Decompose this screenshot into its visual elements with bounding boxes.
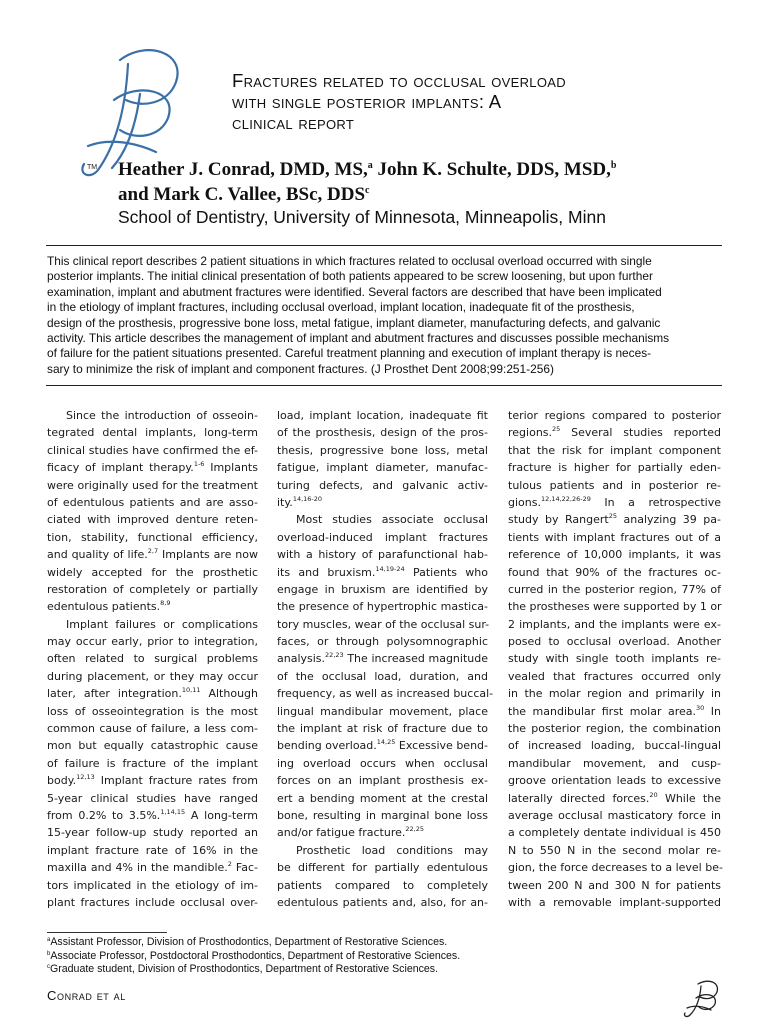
body-text-line bbox=[47, 685, 258, 702]
text-run: gion, the force decreases to a level be- bbox=[508, 861, 723, 875]
body-text-line bbox=[508, 894, 721, 911]
text-run: were originally used for the treatment bbox=[47, 478, 258, 492]
body-text-line bbox=[47, 755, 258, 772]
footnote-marker: a bbox=[47, 937, 51, 943]
text-run: ert a bending moment at the crestal bbox=[277, 791, 488, 805]
text-run: patients compared to completely bbox=[277, 878, 488, 892]
body-text-line bbox=[508, 859, 721, 876]
text-run: its and bruxism. bbox=[277, 565, 376, 579]
text-run: in the molar region and primarily in bbox=[508, 687, 721, 701]
text-run: the presence of hypertrophic mastica- bbox=[277, 600, 488, 614]
text-run: clinical studies have confirmed the ef- bbox=[47, 443, 258, 457]
text-run: gions. bbox=[508, 495, 541, 509]
title-line: Fractures related to occlusal overload bbox=[232, 70, 566, 91]
body-text-line bbox=[277, 824, 488, 841]
text-run: engage in bruxism are identified by bbox=[277, 582, 488, 596]
body-text-line bbox=[508, 703, 721, 720]
body-text-line bbox=[508, 616, 721, 633]
body-text-line bbox=[47, 737, 258, 754]
body-text-line bbox=[508, 564, 721, 581]
citation-superscript: 8,9 bbox=[160, 599, 171, 608]
body-text-line bbox=[47, 894, 258, 911]
text-run: terior regions compared to posterior bbox=[508, 409, 721, 422]
body-text-line bbox=[47, 598, 258, 615]
body-text-line bbox=[277, 442, 488, 459]
body-text-line bbox=[277, 685, 494, 702]
text-run: Implants are now bbox=[158, 548, 258, 562]
body-text-line bbox=[47, 581, 258, 598]
abstract-line: activity. This article describes the management of implant and abutment fractures and discusses possible mechanisms bbox=[47, 331, 670, 346]
citation-superscript: 14,16-20 bbox=[292, 494, 323, 503]
text-run: While the bbox=[657, 791, 721, 805]
footnote-text: Graduate student, Division of Prosthodontics, Department of Restorative Sciences. bbox=[50, 963, 439, 976]
author-name: and Mark C. Vallee, BSc, DDS bbox=[118, 184, 366, 205]
text-run: that the risk for implant component bbox=[508, 443, 721, 457]
text-run: body. bbox=[47, 774, 77, 788]
text-run: common cause of failure, a less com- bbox=[47, 722, 258, 736]
text-run: Implants bbox=[204, 461, 258, 475]
body-text-line bbox=[277, 546, 488, 563]
body-text-line bbox=[277, 459, 488, 476]
text-run: edentulous patients. bbox=[47, 600, 161, 614]
body-text-line bbox=[47, 824, 258, 841]
text-run: ing overload occurs when occlusal bbox=[277, 756, 488, 770]
body-text-line bbox=[277, 407, 488, 424]
text-run: tion, stability, functional efficiency, bbox=[47, 530, 258, 544]
text-run: A long-term bbox=[185, 808, 258, 822]
body-text-line bbox=[47, 703, 258, 720]
text-run: Although bbox=[200, 687, 258, 701]
text-run: tors implicated in the etiology of im- bbox=[47, 878, 258, 892]
abstract-line: posterior implants. The initial clinical presentation of both patients appeared to be screw loosening, but upon further bbox=[47, 269, 653, 284]
text-run: tegrated dental implants, long-term bbox=[47, 426, 258, 440]
text-run: of increased loading, buccal-lingual bbox=[508, 739, 721, 753]
text-run: In a retrospective bbox=[590, 495, 721, 509]
body-text-line bbox=[508, 581, 721, 598]
body-text-line bbox=[47, 668, 258, 685]
body-text-line bbox=[277, 616, 488, 633]
text-run: of failure is fracture of the implant bbox=[47, 756, 258, 770]
body-text-line bbox=[277, 668, 488, 685]
body-text-line bbox=[277, 703, 488, 720]
body-text-line bbox=[47, 442, 258, 459]
text-run: later, after integration. bbox=[47, 687, 182, 701]
text-run: of the occlusal load, duration, and bbox=[277, 669, 488, 683]
text-run: 5-year clinical studies have ranged bbox=[47, 791, 258, 805]
body-text-line bbox=[47, 720, 258, 737]
text-run: a completely dentate individual is 450 bbox=[508, 826, 721, 840]
body-text-line bbox=[508, 824, 721, 841]
abstract-line: design of the prosthesis, progressive bone loss, metal fatigue, implant diameter, manufacturing defects, and galvanic bbox=[47, 315, 661, 330]
body-text-line bbox=[508, 720, 721, 737]
author-name: John K. Schulte, DDS, MSD, bbox=[372, 159, 611, 180]
citation-superscript: 1,14,15 bbox=[160, 807, 186, 816]
text-run: Since the introduction of osseoin- bbox=[66, 409, 258, 422]
author-name: Heather J. Conrad, DMD, MS, bbox=[118, 159, 368, 180]
text-run: vealed that fractures occurred only bbox=[508, 669, 721, 683]
text-run: reference of 10,000 implants, it was bbox=[508, 548, 721, 562]
divider bbox=[46, 385, 722, 386]
citation-superscript: 14,19-24 bbox=[375, 564, 405, 573]
body-text-line bbox=[47, 859, 258, 876]
body-column-2 bbox=[277, 407, 494, 911]
body-text-line bbox=[47, 564, 258, 581]
text-run: lingual mandibular movement, place bbox=[277, 704, 488, 718]
text-run: fatigue, implant diameter, manufac- bbox=[277, 461, 488, 475]
text-run: found that 90% of the fractures oc- bbox=[508, 565, 721, 579]
body-text-line bbox=[47, 477, 258, 494]
body-text-line bbox=[508, 407, 721, 424]
text-run: of edentulous patients and are asso- bbox=[47, 495, 258, 509]
body-column-1 bbox=[47, 407, 258, 911]
text-run: Implant failures or complications bbox=[66, 617, 258, 631]
body-text-line bbox=[508, 772, 721, 789]
text-run: often related to surgical problems bbox=[47, 652, 258, 666]
body-text-line bbox=[508, 807, 721, 824]
body-text-line bbox=[508, 424, 721, 441]
text-run: average occlusal masticatory force in bbox=[508, 808, 721, 822]
text-run: Most studies associate occlusal bbox=[296, 513, 488, 527]
author-affiliation: School of Dentistry, University of Minnesota, Minneapolis, Minn bbox=[118, 207, 606, 227]
body-text-line bbox=[47, 511, 258, 528]
body-text-line bbox=[47, 494, 258, 511]
body-text-line bbox=[277, 877, 488, 894]
text-run: posed to occlusal overload. Another bbox=[508, 635, 721, 649]
body-text-line bbox=[277, 737, 488, 754]
body-text-line bbox=[47, 842, 258, 859]
citation-superscript: 25 bbox=[552, 425, 561, 434]
text-run: regions. bbox=[508, 426, 553, 440]
body-text-line bbox=[47, 529, 258, 546]
trademark-mark: TM bbox=[87, 164, 98, 171]
text-run: 15-year follow-up study reported an bbox=[47, 826, 258, 840]
citation-superscript: 20 bbox=[649, 790, 658, 799]
author-line bbox=[118, 157, 758, 182]
body-text-line bbox=[47, 459, 258, 476]
abstract-line: This clinical report describes 2 patient situations in which fractures related to occlusal overload occurred with single bbox=[47, 254, 652, 268]
footnote-text: Associate Professor, Postdoctoral Prosthodontics, Department of Restorative Sciences. bbox=[50, 949, 461, 962]
footnote bbox=[47, 950, 727, 964]
text-run: plant fractures include occlusal over- bbox=[47, 895, 258, 909]
text-run: ficacy of implant therapy. bbox=[47, 461, 194, 475]
body-text-line bbox=[508, 790, 721, 807]
text-run: laterally directed forces. bbox=[508, 791, 650, 805]
citation-superscript: 2 bbox=[227, 860, 232, 869]
citation-superscript: 14,25 bbox=[376, 738, 396, 747]
text-run: ciated with improved denture reten- bbox=[47, 513, 258, 527]
article-title bbox=[232, 70, 752, 133]
body-text-line bbox=[277, 529, 488, 546]
footnote bbox=[47, 963, 727, 977]
citation-superscript: 12,14,22,26-29 bbox=[540, 494, 591, 503]
body-text-line bbox=[277, 581, 488, 598]
body-text-line bbox=[47, 407, 258, 424]
body-text-line bbox=[277, 720, 488, 737]
body-text-line bbox=[47, 633, 258, 650]
abstract-line: sary to minimize the risk of implant and component fractures. (J Prosthet Dent 2008;99:251-256) bbox=[47, 361, 554, 376]
text-run: In bbox=[704, 704, 721, 718]
text-run: with a removable implant-supported bbox=[508, 895, 721, 909]
body-text-line bbox=[508, 668, 721, 685]
text-run: Excessive bend- bbox=[395, 739, 488, 753]
body-text-line bbox=[47, 424, 258, 441]
citation-superscript: 1-6 bbox=[193, 460, 205, 469]
text-run: tulous patients and in posterior re- bbox=[508, 478, 721, 492]
journal-logo-small-icon bbox=[680, 978, 722, 1018]
body-text-line bbox=[508, 685, 721, 702]
text-run: The increased magnitude bbox=[343, 652, 488, 666]
text-run: tients with implant fractures out of a bbox=[508, 530, 721, 544]
body-text-line bbox=[508, 877, 721, 894]
body-text-line bbox=[277, 650, 488, 667]
text-run: tween 200 N and 300 N for patients bbox=[508, 878, 721, 892]
text-run: implant fracture rate of 16% in the bbox=[47, 843, 258, 857]
text-run: may occur early, prior to integration, bbox=[47, 635, 258, 649]
body-text-line bbox=[277, 564, 488, 581]
body-text-line bbox=[277, 790, 488, 807]
citation-superscript: 10,11 bbox=[181, 686, 201, 695]
citation-superscript: 22,25 bbox=[405, 825, 424, 834]
text-run: analyzing 39 pa- bbox=[617, 513, 722, 527]
text-run: Implant fracture rates from bbox=[94, 774, 258, 788]
text-run: analysis. bbox=[277, 652, 326, 666]
title-line: with single posterior implants: A bbox=[232, 91, 502, 112]
footnote-marker: c bbox=[47, 964, 50, 971]
divider bbox=[46, 245, 722, 246]
body-text-line bbox=[508, 511, 721, 528]
text-run: edentulous patients and, also, for an- bbox=[277, 895, 488, 909]
body-text-line bbox=[277, 859, 488, 876]
text-run: bone, resulting in marginal bone loss bbox=[277, 808, 488, 822]
body-text-line bbox=[47, 650, 258, 667]
body-text-line bbox=[277, 807, 488, 824]
text-run: maxilla and 4% in the mandible. bbox=[47, 861, 228, 875]
body-text-line bbox=[508, 598, 721, 615]
body-text-line bbox=[47, 790, 258, 807]
text-run: the prostheses were supported by 1 or bbox=[508, 600, 722, 614]
citation-superscript: 25 bbox=[608, 512, 617, 521]
text-run: during placement, or they may occur bbox=[47, 669, 258, 683]
body-text-line bbox=[277, 511, 488, 528]
body-text-line bbox=[508, 494, 721, 511]
author-superscript: a bbox=[367, 160, 373, 171]
text-run: loss of osseointegration is the most bbox=[47, 704, 258, 718]
running-footer: Conrad et al bbox=[47, 988, 126, 1003]
citation-superscript: 22,23 bbox=[325, 651, 344, 660]
body-text-line bbox=[508, 633, 721, 650]
author-superscript: b bbox=[610, 160, 617, 171]
body-text-line bbox=[277, 477, 488, 494]
text-run: Several studies reported bbox=[560, 426, 721, 440]
citation-superscript: 12,13 bbox=[76, 773, 95, 782]
text-run: study with single tooth implants re- bbox=[508, 652, 721, 666]
text-run: the mandibular first molar area. bbox=[508, 704, 697, 718]
body-column-3 bbox=[508, 407, 721, 911]
body-text-line bbox=[277, 598, 488, 615]
body-text-line bbox=[47, 546, 258, 563]
footnotes bbox=[47, 936, 727, 977]
text-run: tory muscles, wear of the occlusal sur- bbox=[277, 617, 490, 631]
body-text-line bbox=[508, 755, 721, 772]
body-text-line bbox=[508, 650, 721, 667]
text-run: faces, or through polysomnographic bbox=[277, 635, 488, 649]
text-run: 2 implants, and the implants were ex- bbox=[508, 617, 721, 631]
body-text-line bbox=[508, 529, 721, 546]
footnote-divider bbox=[47, 932, 167, 933]
title-line: clinical report bbox=[232, 112, 355, 133]
text-run: the implant at risk of fracture due to bbox=[277, 722, 488, 736]
text-run: mandibular movement, and cusp- bbox=[508, 756, 721, 770]
text-run: Fac- bbox=[231, 861, 258, 875]
body-text-line bbox=[277, 633, 488, 650]
body-text-line bbox=[508, 546, 721, 563]
body-text-line bbox=[508, 737, 721, 754]
footnote-text: Assistant Professor, Division of Prosthodontics, Department of Restorative Sciences. bbox=[50, 936, 448, 948]
text-run: mon but equally catastrophic cause bbox=[47, 739, 258, 753]
abstract-line: of failure for the patient situations presented. Careful treatment planning and execution of implant therapy is neces- bbox=[47, 346, 652, 361]
text-run: ity. bbox=[277, 495, 293, 509]
body-text-line bbox=[47, 772, 258, 789]
footnote bbox=[47, 936, 727, 950]
text-run: thesis, progressive bone loss, metal bbox=[277, 443, 488, 457]
text-run: bending overload. bbox=[277, 739, 377, 753]
text-run: Prosthetic load conditions may bbox=[296, 843, 488, 857]
text-run: be different for partially edentulous bbox=[277, 861, 488, 875]
body-text-line bbox=[277, 424, 488, 441]
body-text-line bbox=[47, 616, 258, 633]
body-text-line bbox=[47, 877, 258, 894]
text-run: frequency, as well as increased buccal- bbox=[277, 687, 494, 701]
text-run: restoration of completely or partially bbox=[47, 582, 258, 596]
abstract bbox=[47, 254, 727, 377]
abstract-line: in the etiology of implant fractures, including occlusal overload, implant location, inadequate fit of the prosthesis, bbox=[47, 300, 635, 315]
body-text-line bbox=[47, 807, 258, 824]
text-run: load, implant location, inadequate fit bbox=[277, 409, 488, 422]
abstract-line: examination, implant and abutment fractures were identified. Several factors are described that have been implicated bbox=[47, 284, 662, 299]
text-run: forces on an implant prosthesis ex- bbox=[277, 774, 488, 788]
body-text-line bbox=[277, 842, 488, 859]
text-run: groove orientation leads to excessive bbox=[508, 774, 721, 788]
body-text-line bbox=[277, 755, 488, 772]
citation-superscript: 2,7 bbox=[147, 547, 159, 556]
citation-superscript: 30 bbox=[696, 703, 705, 712]
body-text-line bbox=[508, 842, 721, 859]
author-line bbox=[118, 182, 758, 207]
author-superscript: c bbox=[365, 185, 370, 196]
text-run: widely accepted for the prosthetic bbox=[47, 565, 258, 579]
text-run: of the prosthesis, design of the pros- bbox=[277, 426, 488, 440]
text-run: fracture is higher for partially eden- bbox=[508, 461, 721, 475]
body-text-line bbox=[277, 772, 488, 789]
text-run: N to 550 N in the second molar re- bbox=[508, 843, 721, 857]
body-text-line bbox=[277, 494, 488, 511]
text-run: from 0.2% to 3.5%. bbox=[47, 808, 161, 822]
body-text-line bbox=[508, 459, 721, 476]
body-text-line bbox=[508, 477, 721, 494]
text-run: overload-induced implant fractures bbox=[277, 530, 488, 544]
body-text-line bbox=[508, 442, 721, 459]
text-run: study by Rangert bbox=[508, 513, 609, 527]
text-run: the posterior region, the combination bbox=[508, 722, 721, 736]
text-run: curred in the posterior region, 77% of bbox=[508, 582, 721, 596]
body-text-line bbox=[277, 894, 488, 911]
footnote-marker: b bbox=[47, 950, 51, 957]
author-list bbox=[118, 157, 758, 207]
text-run: with a history of parafunctional hab- bbox=[277, 548, 488, 562]
text-run: turing defects, and galvanic activ- bbox=[277, 478, 488, 492]
text-run: and quality of life. bbox=[47, 548, 148, 562]
text-run: Patients who bbox=[404, 565, 488, 579]
text-run: and/or fatigue fracture. bbox=[277, 826, 406, 840]
